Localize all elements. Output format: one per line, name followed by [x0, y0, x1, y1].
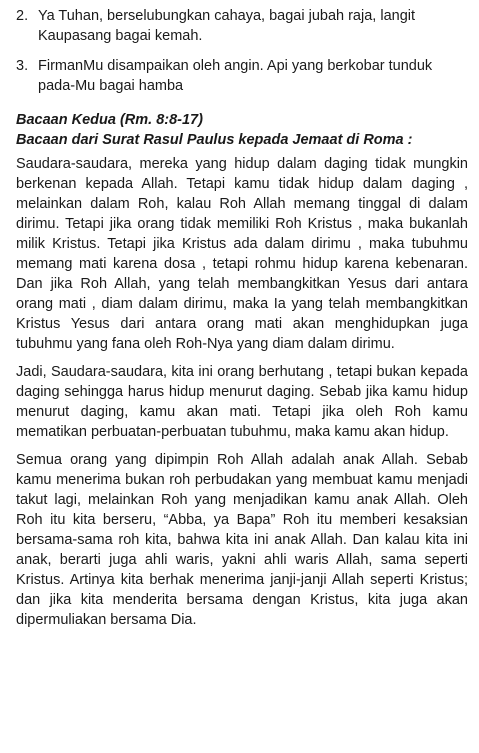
reading-paragraph: Saudara-saudara, mereka yang hidup dalam daging tidak mungkin berkenan kepada Allah. Tetapi kamu tidak hidup dalam daging , melainkan dalam Roh, kalau Roh Allah memang tinggal di dalam dirimu. Tetapi jika orang tidak memiliki Roh Kristus , maka bukanlah milik Kristus. Tetapi jika Kristus ada dalam dirimu , maka tubuhmu memang mati karena dosa , tetapi rohmu hidup karena kebenaran. Dan jika Roh Allah, yang telah membangkitkan Yesus dari antara orang mati , diam dalam dirimu, maka Ia yang telah membangkitkan Kristus Yesus dari antara orang mati akan menghidupkan juga tubuhmu yang fana oleh Roh-Nya yang diam dalam dirimu.: [16, 156, 468, 352]
reading-subtitle: Bacaan dari Surat Rasul Paulus kepada Jemaat di Roma :: [16, 132, 413, 148]
verse-number: 2.: [16, 8, 29, 24]
reading-header: [16, 110, 468, 150]
verse-text: FirmanMu disampaikan oleh angin. Api yang berkobar tunduk pada-Mu bagai hamba: [38, 58, 433, 94]
verse-text: Ya Tuhan, berselubungkan cahaya, bagai jubah raja, langit Kaupasang bagai kemah.: [38, 8, 416, 44]
reading-title: Bacaan Kedua (Rm. 8:8-17): [16, 112, 203, 128]
psalm-verse-item: [16, 56, 468, 96]
document-page: [16, 6, 468, 638]
psalm-verse-item: [16, 6, 468, 46]
verse-number: 3.: [16, 58, 29, 74]
reading-paragraph: Jadi, Saudara-saudara, kita ini orang berhutang , tetapi bukan kepada daging sehingga harus hidup menurut daging. Sebab jika kamu hidup menurut daging, kamu akan mati. Tetapi jika oleh Roh kamu mematikan perbuatan-perbuatan tubuhmu, maka kamu akan hidup.: [16, 364, 468, 440]
reading-paragraph: Semua orang yang dipimpin Roh Allah adalah anak Allah. Sebab kamu menerima bukan roh perbudakan yang membuat kamu menjadi takut lagi, melainkan Roh yang menjadikan kamu anak Allah. Oleh Roh itu kita berseru, “Abba, ya Bapa” Roh itu memberi kesaksian bersama-sama roh kita, bahwa kita ini anak Allah. Dan kalau kita ini anak, berarti juga ahli waris, yakni ahli waris Allah, sama seperti Kristus. Artinya kita berhak menerima janji-janji Allah seperti Kristus; dan jika kita menderita bersama dengan Kristus, kita juga akan dipermuliakan bersama Dia.: [16, 452, 468, 628]
psalm-verse-list: [16, 6, 468, 96]
